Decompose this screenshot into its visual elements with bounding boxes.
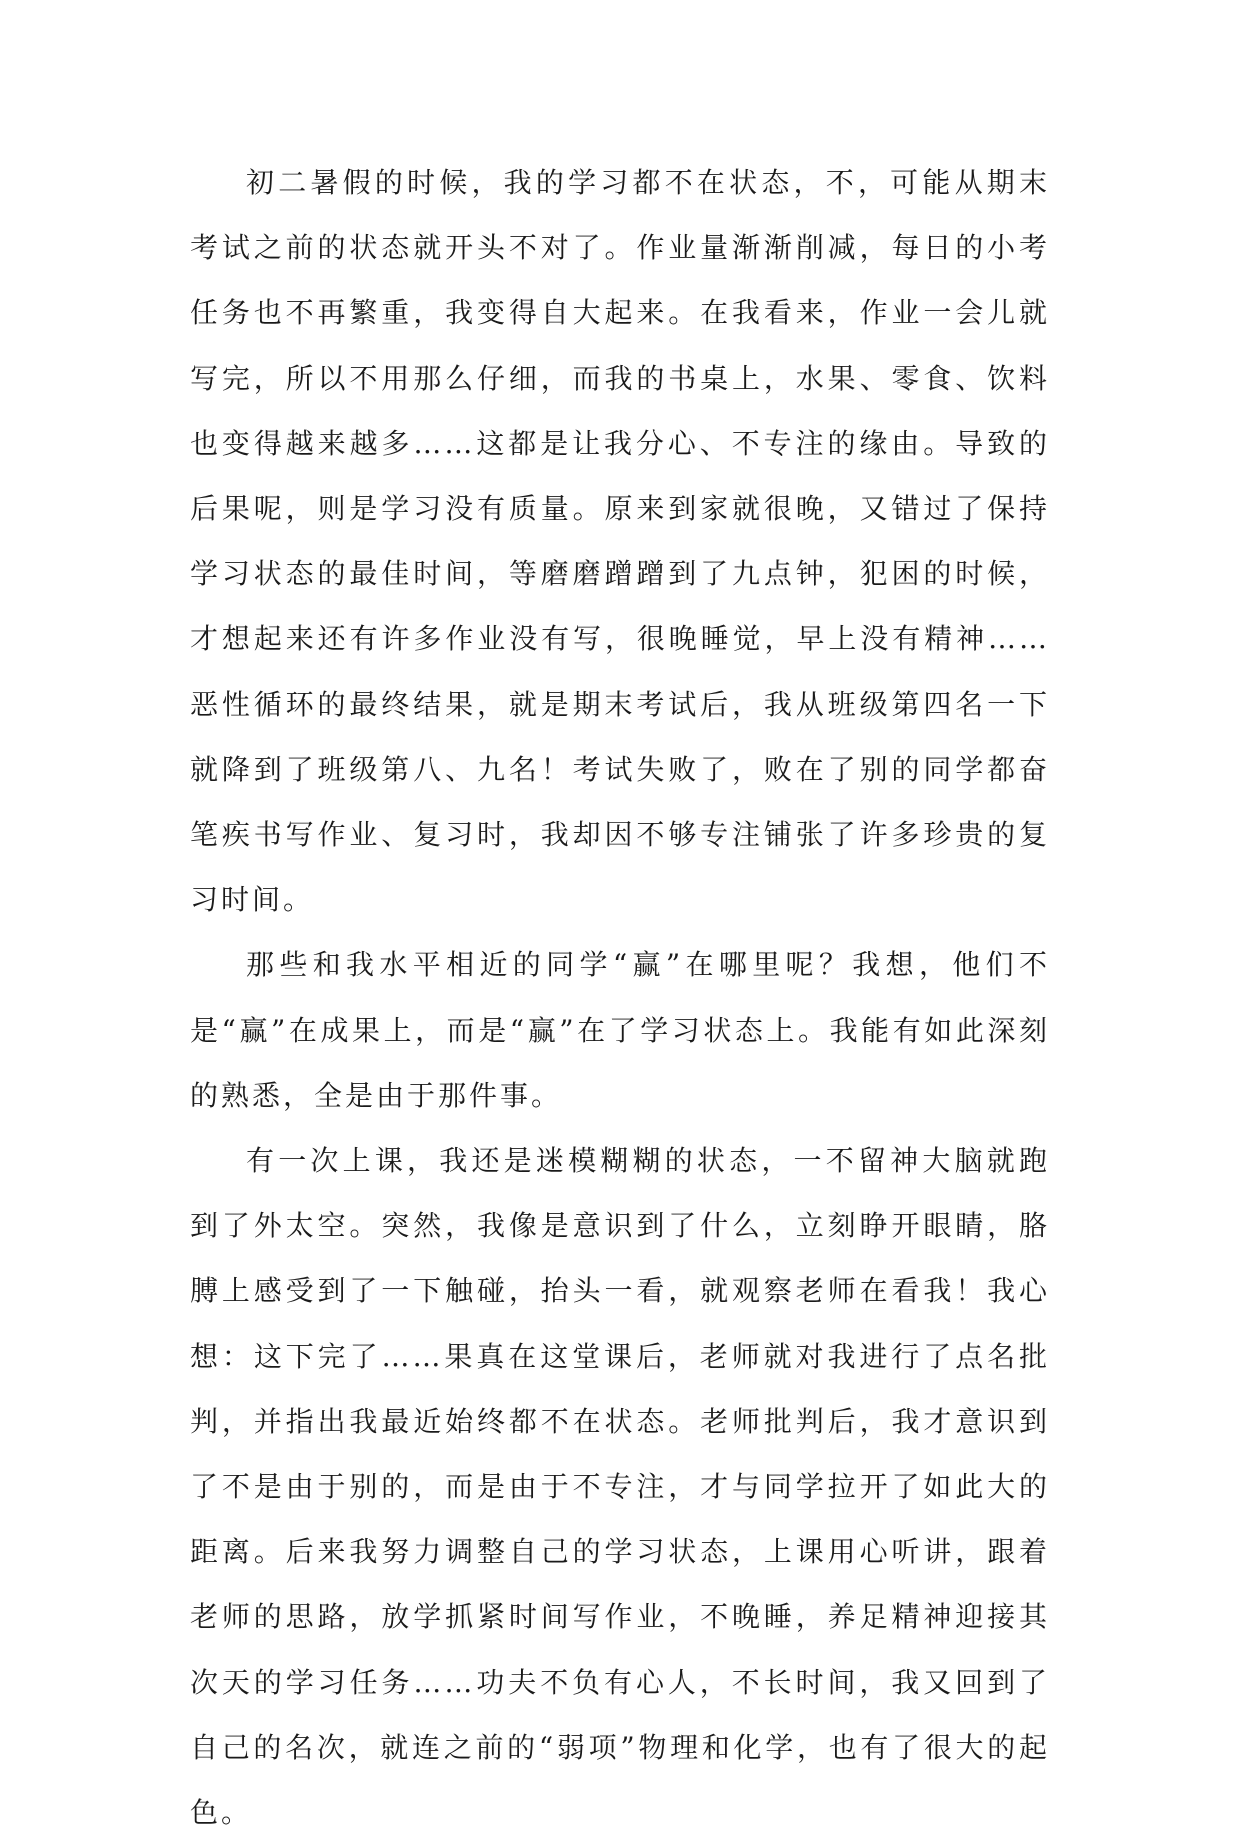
document-body (190, 150, 1050, 1845)
paragraph-3: 有一次上课，我还是迷模糊糊的状态，一不留神大脑就跑到了外太空。突然，我像是意识到了什么，立刻睁开眼睛，胳膊上感受到了一下触碰，抬头一看，就观察老师在看我！我心想：这下完了……果真在这堂课后，老师就对我进行了点名批判，并指出我最近始终都不在状态。老师批判后，我才意识到了不是由于别的，而是由于不专注，才与同学拉开了如此大的距离。后来我努力调整自己的学习状态，上课用心听讲，跟着老师的思路，放学抓紧时间写作业，不晚睡，养足精神迎接其次天的学习任务……功夫不负有心人，不长时间，我又回到了自己的名次，就连之前的“弱项”物理和化学，也有了很大的起色。 (190, 1144, 1050, 1830)
paragraph-1: 初二暑假的时候，我的学习都不在状态，不，可能从期末考试之前的状态就开头不对了。作业量渐渐削减，每日的小考任务也不再繁重，我变得自大起来。在我看来，作业一会儿就写完，所以不用那么仔细，而我的书桌上，水果、零食、饮料也变得越来越多……这都是让我分心、不专注的缘由。导致的后果呢，则是学习没有质量。原来到家就很晚，又错过了保持学习状态的最佳时间，等磨磨蹭蹭到了九点钟，犯困的时候，才想起来还有许多作业没有写，很晚睡觉，早上没有精神……恶性循环的最终结果，就是期末考试后，我从班级第四名一下就降到了班级第八、九名！考试失败了，败在了别的同学都奋笔疾书写作业、复习时，我却因不够专注铺张了许多珍贵的复习时间。 (190, 166, 1050, 917)
paragraph-2: 那些和我水平相近的同学“赢”在哪里呢？我想，他们不是“赢”在成果上，而是“赢”在了学习状态上。我能有如此深刻的熟悉，全是由于那件事。 (190, 948, 1050, 1112)
